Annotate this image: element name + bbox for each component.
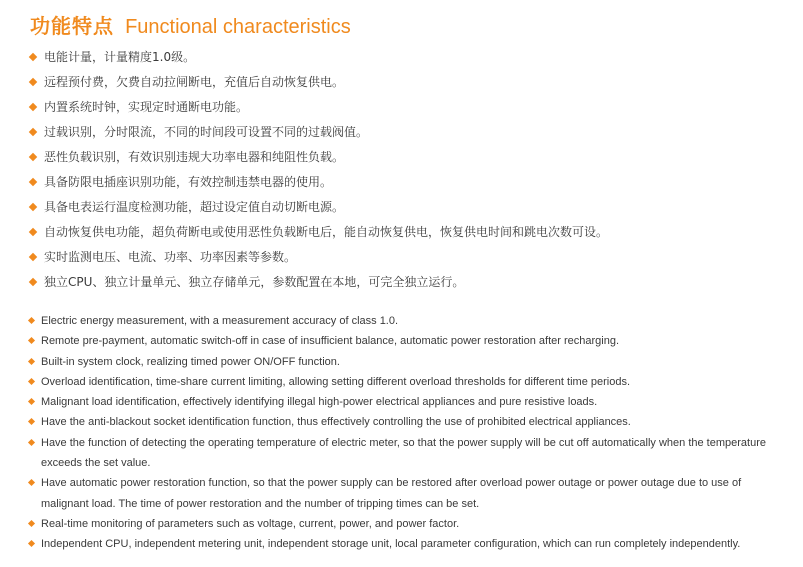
feature-text: Have the function of detecting the operating temperature of electric meter, so that the power supply will be cut off automatically when the temperature exceeds the set value. [41, 436, 766, 470]
diamond-bullet-icon [29, 228, 37, 236]
diamond-bullet-icon [28, 317, 35, 324]
feature-item [28, 392, 788, 412]
diamond-bullet-icon [29, 278, 37, 286]
feature-item [28, 245, 798, 270]
feature-item [28, 473, 788, 514]
diamond-bullet-icon [28, 398, 35, 405]
feature-item [28, 412, 788, 432]
feature-text: Have automatic power restoration function, so that the power supply can be restored after overload power outage or power outage due to use of malignant load. The time of power restoration and the number of tripping times can be set. [41, 477, 742, 510]
feature-text: 过载识别，分时限流，不同的时间段可设置不同的过载阀值。 [44, 125, 369, 139]
feature-item [28, 95, 798, 120]
feature-text: 具备防限电插座识别功能，有效控制违禁电器的使用。 [44, 175, 333, 189]
title-chinese: 功能特点 [30, 14, 114, 38]
feature-text: 独立CPU、独立计量单元、独立存储单元，参数配置在本地，可完全独立运行。 [44, 275, 465, 289]
feature-item [28, 70, 798, 95]
diamond-bullet-icon [28, 439, 35, 446]
feature-text: Independent CPU, independent metering unit, independent storage unit, local parameter configuration, which can run completely independently. [41, 538, 741, 551]
diamond-bullet-icon [29, 153, 37, 161]
feature-text: Electric energy measurement, with a measurement accuracy of class 1.0. [41, 315, 399, 327]
diamond-bullet-icon [28, 418, 35, 425]
page-title [30, 10, 351, 39]
diamond-bullet-icon [29, 253, 37, 261]
feature-item [28, 145, 798, 170]
feature-text: Built-in system clock, realizing timed power ON/OFF function. [41, 355, 340, 368]
diamond-bullet-icon [29, 128, 37, 136]
feature-item [28, 534, 788, 554]
feature-text: Have the anti-blackout socket identification function, thus effectively controlling the use of prohibited electrical appliances. [41, 416, 631, 429]
feature-item [28, 372, 788, 392]
feature-item [28, 220, 798, 245]
diamond-bullet-icon [28, 540, 35, 547]
feature-text: 实时监测电压、电流、功率、功率因素等参数。 [44, 250, 297, 264]
feature-text: Real-time monitoring of parameters such as voltage, current, power, and power factor. [41, 517, 460, 530]
diamond-bullet-icon [29, 178, 37, 186]
feature-item [28, 270, 798, 295]
feature-text: 恶性负载识别，有效识别违规大功率电器和纯阻性负载。 [44, 150, 345, 164]
feature-item [28, 170, 798, 195]
diamond-bullet-icon [28, 378, 35, 385]
diamond-bullet-icon [28, 520, 35, 527]
feature-item [28, 45, 798, 70]
feature-item [28, 514, 788, 534]
feature-item [28, 433, 788, 474]
feature-item [28, 120, 798, 145]
feature-item [28, 331, 788, 351]
diamond-bullet-icon [28, 358, 35, 365]
diamond-bullet-icon [29, 103, 37, 111]
feature-text: 远程预付费，欠费自动拉闸断电，充值后自动恢复供电。 [44, 75, 345, 89]
chinese-feature-list [28, 45, 798, 295]
diamond-bullet-icon [29, 53, 37, 61]
english-feature-list [28, 311, 788, 555]
feature-text: 电能计量，计量精度1.0级。 [44, 50, 196, 64]
feature-text: 具备电表运行温度检测功能，超过设定值自动切断电源。 [44, 200, 345, 214]
feature-text: 内置系统时钟，实现定时通断电功能。 [44, 100, 249, 114]
diamond-bullet-icon [29, 203, 37, 211]
feature-item [28, 195, 798, 220]
diamond-bullet-icon [28, 479, 35, 486]
feature-text: Remote pre-payment, automatic switch-off in case of insufficient balance, automatic power restoration after recharging. [41, 335, 619, 348]
diamond-bullet-icon [29, 78, 37, 86]
feature-text: 自动恢复供电功能，超负荷断电或使用恶性负载断电后，能自动恢复供电，恢复供电时间和跳电次数可设。 [44, 225, 609, 239]
feature-item [28, 352, 788, 372]
diamond-bullet-icon [28, 337, 35, 344]
feature-text: Overload identification, time-share current limiting, allowing setting different overload thresholds for different time periods. [41, 375, 630, 388]
feature-item [28, 311, 788, 331]
feature-text: Malignant load identification, effectively identifying illegal high-power electrical appliances and pure resistive loads. [41, 396, 598, 409]
title-english: Functional characteristics [125, 16, 351, 38]
